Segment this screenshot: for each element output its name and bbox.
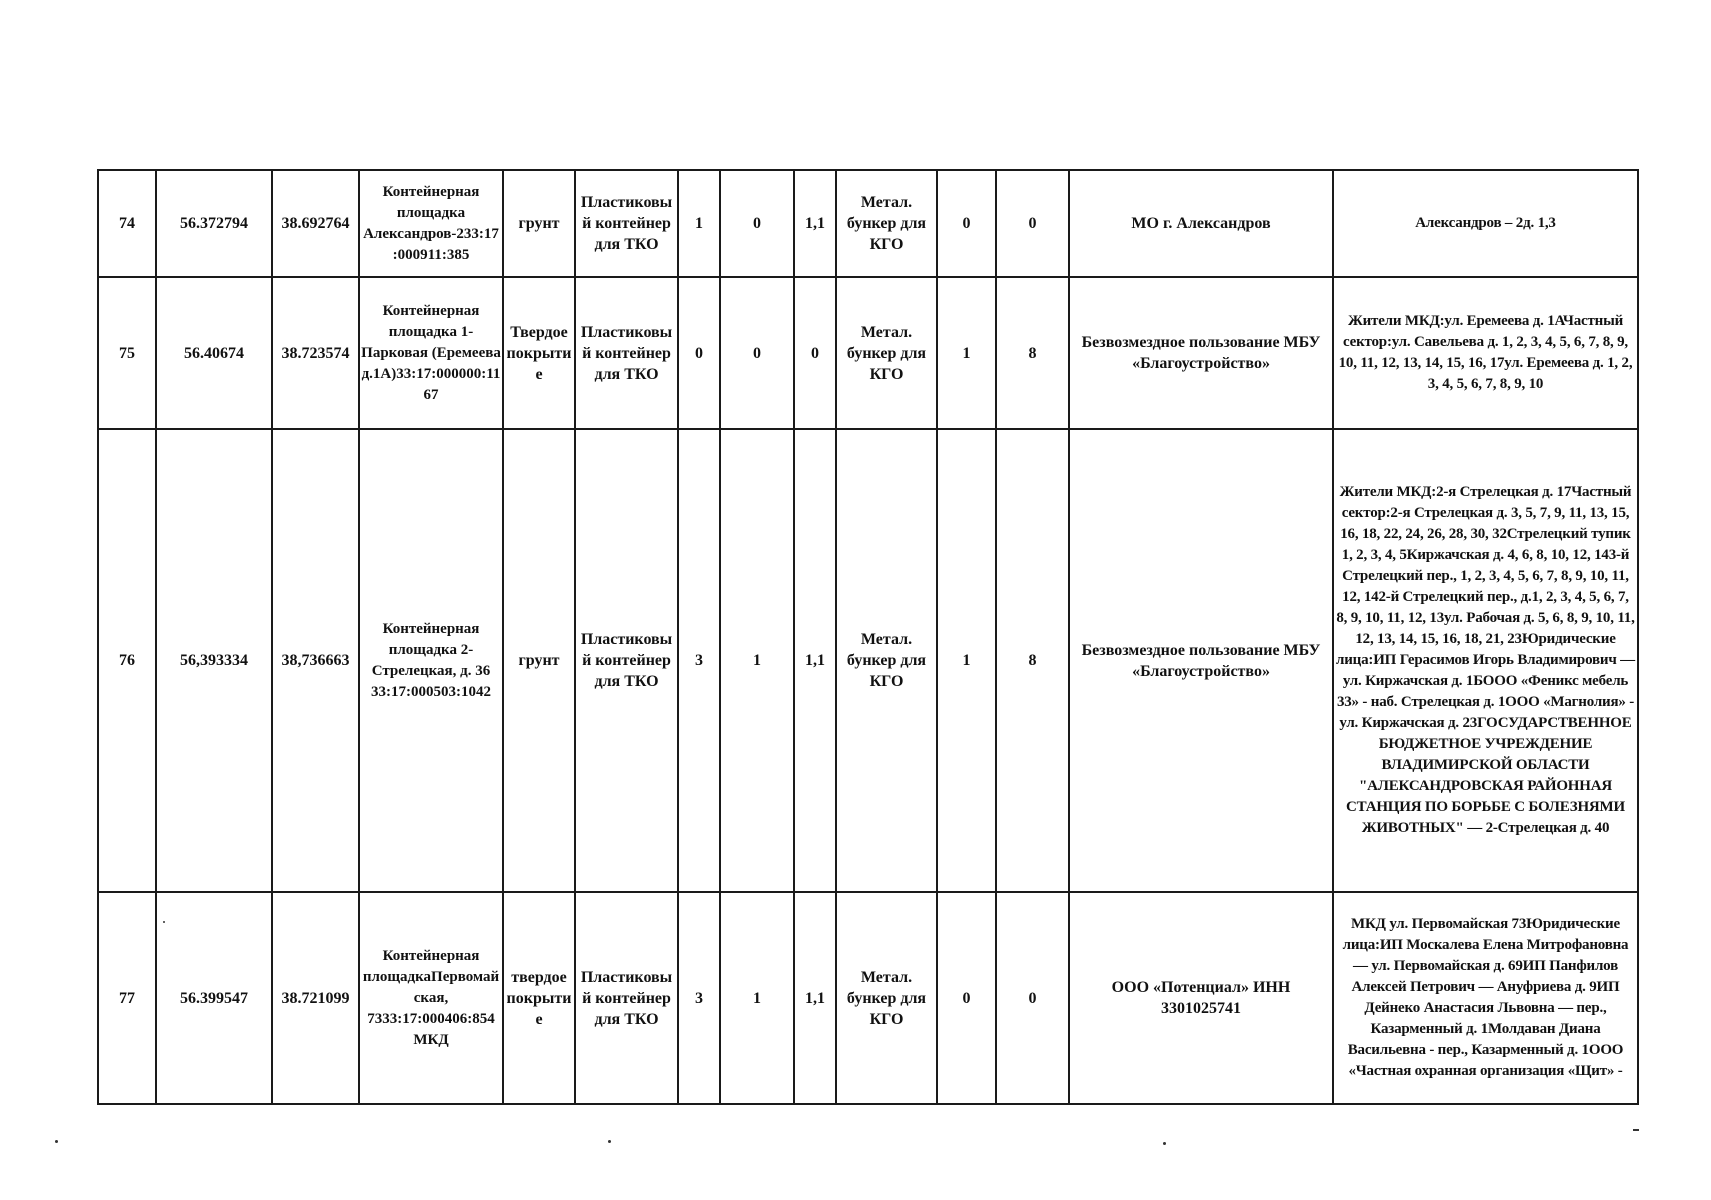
cell-num: 75: [98, 277, 156, 429]
cell-sources: МКД ул. Первомайская 73Юридические лица:ИП Москалева Елена Митрофановна — ул. Первомайская д. 69ИП Панфилов Алексей Петрович — Ануфриева д. 9ИП Дейнеко Анастасия Львовна — пер., Казарменный д. 1Молдаван Диана Васильевна - пер., Казарменный д. 1ООО «Частная охранная организация «Щит» -: [1333, 892, 1638, 1104]
cell-c-planned: 1: [720, 892, 794, 1104]
cell-num: 76: [98, 429, 156, 892]
cell-b-planned: 8: [996, 277, 1069, 429]
scan-speck: [1633, 1129, 1639, 1131]
cell-lon: 38.721099: [272, 892, 359, 1104]
cell-surface: грунт: [503, 170, 575, 277]
cell-owner: МО г. Александров: [1069, 170, 1333, 277]
cell-container-type: Пластиковый контейнер для ТКО: [575, 170, 678, 277]
cell-lat: 56.399547: [156, 892, 272, 1104]
cell-container-type: Пластиковый контейнер для ТКО: [575, 892, 678, 1104]
cell-owner: ООО «Потенциал» ИНН 3301025741: [1069, 892, 1333, 1104]
cell-lon: 38,736663: [272, 429, 359, 892]
cell-container-type: Пластиковый контейнер для ТКО: [575, 429, 678, 892]
cell-name: Контейнерная площадка 2-Стрелецкая, д. 36 33:17:000503:1042: [359, 429, 503, 892]
cell-sources: Александров – 2д. 1,3: [1333, 170, 1638, 277]
cell-surface: твердое покрытие: [503, 892, 575, 1104]
cell-lat: 56.372794: [156, 170, 272, 277]
cell-surface: грунт: [503, 429, 575, 892]
table-row: [98, 170, 1638, 277]
cell-num: 77: [98, 892, 156, 1104]
cell-b-planned: 8: [996, 429, 1069, 892]
cell-lat: 56.40674: [156, 277, 272, 429]
containers-registry-table: [97, 169, 1639, 1105]
cell-name: Контейнерная площадка 1-Парковая (Еремеева д.1А)33:17:000000:1167: [359, 277, 503, 429]
cell-c-qty: 3: [678, 892, 720, 1104]
cell-c-planned: 0: [720, 170, 794, 277]
cell-b-planned: 0: [996, 892, 1069, 1104]
cell-bunker: Метал. бункер для КГО: [836, 277, 937, 429]
cell-b-planned: 0: [996, 170, 1069, 277]
cell-sources: Жители МКД:ул. Еремеева д. 1АЧастный сектор:ул. Савельева д. 1, 2, 3, 4, 5, 6, 7, 8, 9, 10, 11, 12, 13, 14, 15, 16, 17ул. Еремеева д. 1, 2, 3, 4, 5, 6, 7, 8, 9, 10: [1333, 277, 1638, 429]
scan-speck: [1163, 1142, 1166, 1145]
cell-owner: Безвозмездное пользование МБУ «Благоустройство»: [1069, 429, 1333, 892]
cell-bunker: Метал. бункер для КГО: [836, 170, 937, 277]
cell-name: Контейнерная площадка Александров-233:17:000911:385: [359, 170, 503, 277]
cell-c-qty: 1: [678, 170, 720, 277]
cell-b-qty: 1: [937, 277, 996, 429]
cell-surface: Твердое покрытие: [503, 277, 575, 429]
cell-c-qty: 3: [678, 429, 720, 892]
cell-bunker: Метал. бункер для КГО: [836, 429, 937, 892]
table-row: [98, 429, 1638, 892]
cell-sources: Жители МКД:2-я Стрелецкая д. 17Частный сектор:2-я Стрелецкая д. 3, 5, 7, 9, 11, 13, 15, 16, 18, 22, 24, 26, 28, 30, 32Стрелецкий тупик 1, 2, 3, 4, 5Киржачская д. 4, 6, 8, 10, 12, 143-й Стрелецкий пер., 1, 2, 3, 4, 5, 6, 7, 8, 9, 10, 11, 12, 142-й Стрелецкий пер., д.1, 2, 3, 4, 5, 6, 7, 8, 9, 10, 11, 12, 13ул. Рабочая д. 5, 6, 8, 9, 10, 11, 12, 13, 14, 15, 16, 18, 21, 23Юридические лица:ИП Герасимов Игорь Владимирович — ул. Киржачская д. 1БООО «Феникс мебель 33» - наб. Стрелецкая д. 1ООО «Магнолия» - ул. Киржачская д. 23ГОСУДАРСТВЕННОЕ БЮДЖЕТНОЕ УЧРЕЖДЕНИЕ ВЛАДИМИРСКОЙ ОБЛАСТИ "АЛЕКСАНДРОВСКАЯ РАЙОННАЯ СТАНЦИЯ ПО БОРЬБЕ С БОЛЕЗНЯМИ ЖИВОТНЫХ" — 2-Стрелецкая д. 40: [1333, 429, 1638, 892]
cell-c-volume: 0: [794, 277, 836, 429]
cell-c-planned: 0: [720, 277, 794, 429]
scan-speck: [55, 1140, 58, 1143]
cell-c-volume: 1,1: [794, 429, 836, 892]
scan-speck: [163, 921, 165, 923]
cell-owner: Безвозмездное пользование МБУ «Благоустройство»: [1069, 277, 1333, 429]
cell-c-qty: 0: [678, 277, 720, 429]
cell-b-qty: 0: [937, 170, 996, 277]
scan-speck: [608, 1140, 611, 1143]
cell-c-volume: 1,1: [794, 170, 836, 277]
table-row: [98, 892, 1638, 1104]
cell-lat: 56,393334: [156, 429, 272, 892]
cell-c-volume: 1,1: [794, 892, 836, 1104]
cell-container-type: Пластиковый контейнер для ТКО: [575, 277, 678, 429]
table-body: [98, 170, 1638, 1104]
cell-b-qty: 1: [937, 429, 996, 892]
cell-lon: 38.692764: [272, 170, 359, 277]
table-row: [98, 277, 1638, 429]
cell-b-qty: 0: [937, 892, 996, 1104]
cell-num: 74: [98, 170, 156, 277]
cell-bunker: Метал. бункер для КГО: [836, 892, 937, 1104]
cell-name: Контейнерная площадкаПервомайская, 7333:17:000406:854 МКД: [359, 892, 503, 1104]
cell-lon: 38.723574: [272, 277, 359, 429]
cell-c-planned: 1: [720, 429, 794, 892]
